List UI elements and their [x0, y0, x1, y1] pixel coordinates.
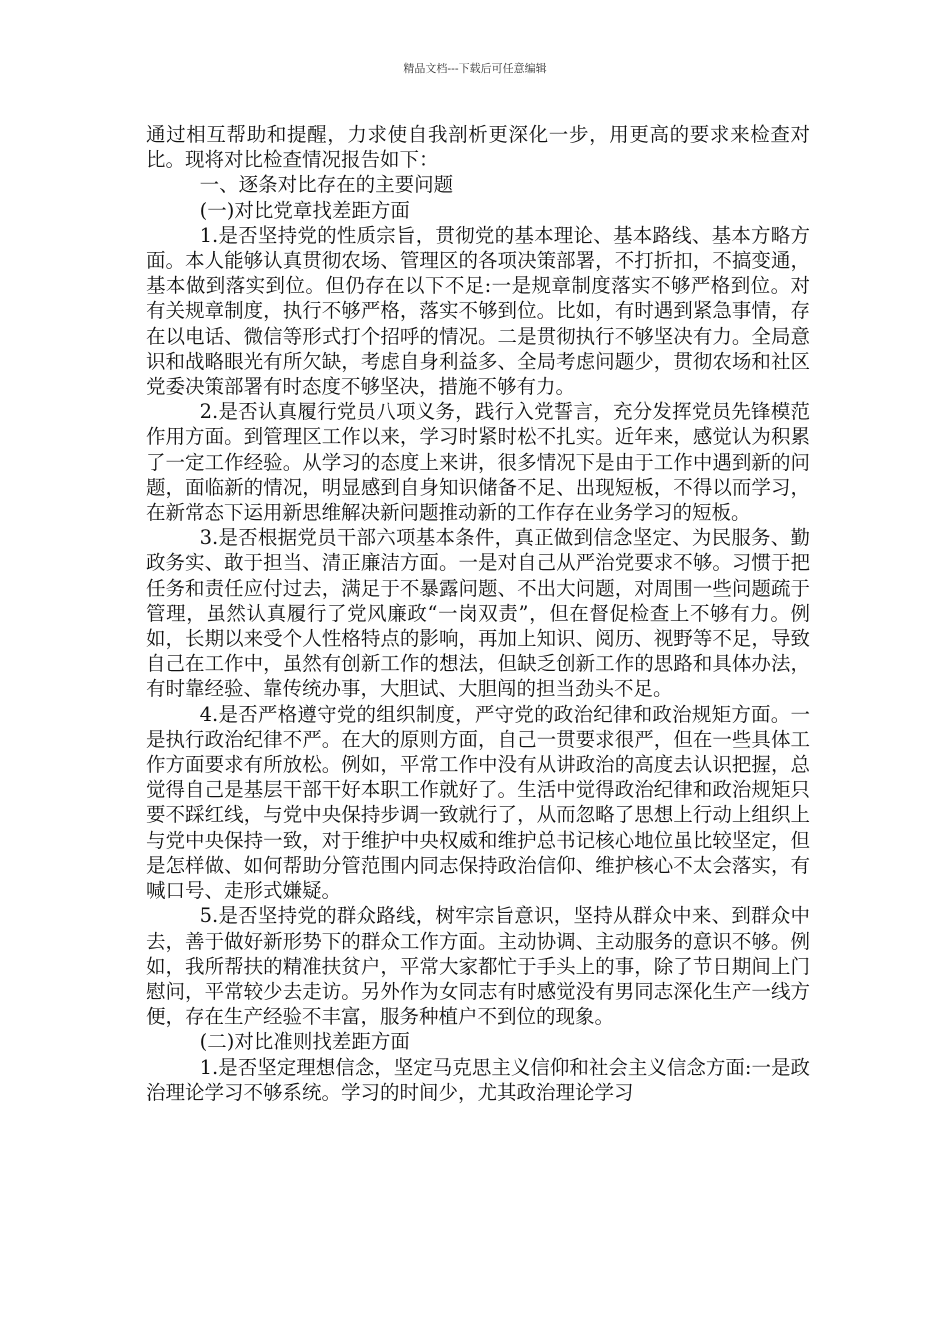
subsection-heading-1: (一)对比党章找差距方面 [199, 198, 410, 222]
subsection-heading-2: (二)对比准则找差距方面 [199, 1030, 410, 1054]
paragraph-item-2: 2.是否认真履行党员八项义务，践行入党誓言，充分发挥党员先锋模范作用方面。到管理区工作以来，学习时紧时松不扎实。近年来，感觉认为积累了一定工作经验。从学习的态度上来讲，很多情况下是由于工作中遇到新的问题，面临新的情况，明显感到自身知识储备不足、出现短板，不得以而学习，在新常态下运用新思维解决新问题推动新的工作存在业务学习的短板。 [146, 400, 810, 525]
paragraph-intro: 通过相互帮助和提醒，力求使自我剖析更深化一步，用更高的要求来检查对比。现将对比检查情况报告如下： [146, 123, 810, 172]
paragraph-item-3: 3.是否根据党员干部六项基本条件，真正做到信念坚定、为民服务、勤政务实、敢于担当、清正廉洁方面。一是对自己从严治党要求不够。习惯于把任务和责任应付过去，满足于不暴露问题、不出大问题，对周围一些问题疏于管理，虽然认真履行了党风廉政“一岗双责”，但在督促检查上不够有力。例如，长期以来受个人性格特点的影响，再加上知识、阅历、视野等不足，导致自己在工作中，虽然有创新工作的想法，但缺乏创新工作的思路和具体办法，有时靠经验、靠传统办事，大胆试、大胆闯的担当劲头不足。 [146, 526, 810, 701]
page-header: 精品文档---下载后可任意编辑 [403, 62, 547, 75]
document-body [146, 122, 810, 1105]
paragraph-item-4: 4.是否严格遵守党的组织制度，严守党的政治纪律和政治规矩方面。一是执行政治纪律不严。在大的原则方面，自己一贯要求很严，但在一些具体工作方面要求有所放松。例如，平常工作中没有从讲政治的高度去认识把握，总觉得自己是基层干部干好本职工作就好了。生活中觉得政治纪律和政治规矩只要不踩红线，与党中央保持步调一致就行了，从而忽略了思想上行动上组织上与党中央保持一致，对于维护中央权威和维护总书记核心地位虽比较坚定，但是怎样做、如何帮助分管范围内同志保持政治信仰、维护核心不太会落实，有喊口号、走形式嫌疑。 [146, 702, 810, 903]
paragraph-item-1: 1.是否坚持党的性质宗旨，贯彻党的基本理论、基本路线、基本方略方面。本人能够认真贯彻农场、管理区的各项决策部署，不打折扣，不搞变通，基本做到落实到位。但仍存在以下不足:一是规章制度落实不够严格到位。对有关规章制度，执行不够严格，落实不够到位。比如，有时遇到紧急事情，存在以电话、微信等形式打个招呼的情况。二是贯彻执行不够坚决有力。全局意识和战略眼光有所欠缺，考虑自身利益多、全局考虑问题少，贯彻农场和社区党委决策部署有时态度不够坚决，措施不够有力。 [146, 223, 810, 399]
section-heading-1: 一、逐条对比存在的主要问题 [199, 173, 454, 197]
paragraph-item-5: 5.是否坚持党的群众路线，树牢宗旨意识，坚持从群众中来、到群众中去，善于做好新形势下的群众工作方面。主动协调、主动服务的意识不够。例如，我所帮扶的精准扶贫户，平常大家都忙于手头上的事，除了节日期间上门慰问，平常较少去走访。另外作为女同志有时感觉没有男同志深化生产一线方便，存在生产经验不丰富，服务种植户不到位的现象。 [146, 904, 810, 1029]
paragraph-item-6: 1.是否坚定理想信念，坚定马克思主义信仰和社会主义信念方面:一是政治理论学习不够系统。学习的时间少，尤其政治理论学习 [146, 1055, 810, 1104]
